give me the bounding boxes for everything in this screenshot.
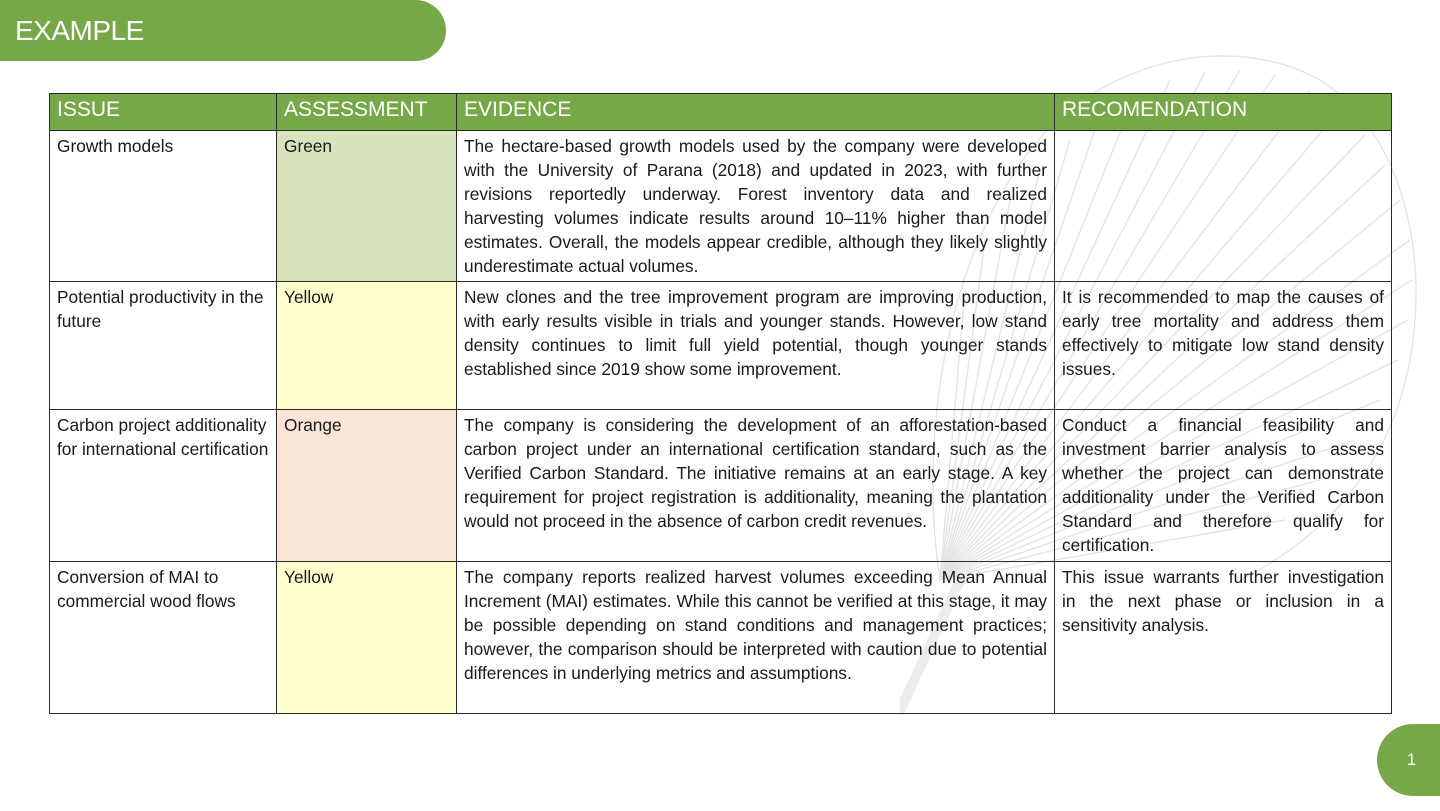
evidence-cell: The hectare-based growth models used by the company were developed with the University of Parana (2018) and updated in 2023, with further revisions reportedly underway. Forest inventory data and realized harvesting volumes indicate results around 10–11% higher than model estimates. Overall, the models appear credible, although they likely slightly underestimate actual volumes. — [457, 131, 1055, 282]
recommendation-cell: It is recommended to map the causes of early tree mortality and address them effectively to mitigate low stand density issues. — [1055, 282, 1392, 410]
table-row — [50, 131, 1392, 282]
assessment-cell: Yellow — [277, 282, 457, 410]
assessment-cell: Yellow — [277, 562, 457, 714]
issue-cell: Carbon project additionality for international certification — [50, 410, 277, 562]
table-row — [50, 282, 1392, 410]
column-header-evidence: EVIDENCE — [457, 94, 1055, 131]
evidence-cell: The company reports realized harvest volumes exceeding Mean Annual Increment (MAI) estimates. While this cannot be verified at this stage, it may be possible depending on stand conditions and management practices; however, the comparison should be interpreted with caution due to potential differences in underlying metrics and assumptions. — [457, 562, 1055, 714]
column-header-issue: ISSUE — [50, 94, 277, 131]
table-row — [50, 410, 1392, 562]
table-row — [50, 562, 1392, 714]
issue-cell: Growth models — [50, 131, 277, 282]
evidence-cell: New clones and the tree improvement program are improving production, with early results visible in trials and younger stands. However, low stand density continues to limit full yield potential, though younger stands established since 2019 show some improvement. — [457, 282, 1055, 410]
page-title: EXAMPLE — [15, 14, 144, 46]
column-header-assessment: ASSESSMENT — [277, 94, 457, 131]
page-number-badge — [1377, 724, 1440, 796]
recommendation-cell: This issue warrants further investigation in the next phase or inclusion in a sensitivity analysis. — [1055, 562, 1392, 714]
table-header-row — [50, 94, 1392, 131]
issue-cell: Conversion of MAI to commercial wood flows — [50, 562, 277, 714]
assessment-cell: Green — [277, 131, 457, 282]
evidence-cell: The company is considering the development of an afforestation-based carbon project under an international certification standard, such as the Verified Carbon Standard. The initiative remains at an early stage. A key requirement for project registration is additionality, meaning the plantation would not proceed in the absence of carbon credit revenues. — [457, 410, 1055, 562]
column-header-recommendation: RECOMENDATION — [1055, 94, 1392, 131]
recommendation-cell: Conduct a financial feasibility and investment barrier analysis to assess whether the project can demonstrate additionality under the Verified Carbon Standard and therefore qualify for certification. — [1055, 410, 1392, 562]
assessment-cell: Orange — [277, 410, 457, 562]
recommendation-cell — [1055, 131, 1392, 282]
assessment-table — [49, 93, 1392, 714]
page-number: 1 — [1406, 750, 1417, 769]
issue-cell: Potential productivity in the future — [50, 282, 277, 410]
title-banner — [0, 0, 446, 61]
